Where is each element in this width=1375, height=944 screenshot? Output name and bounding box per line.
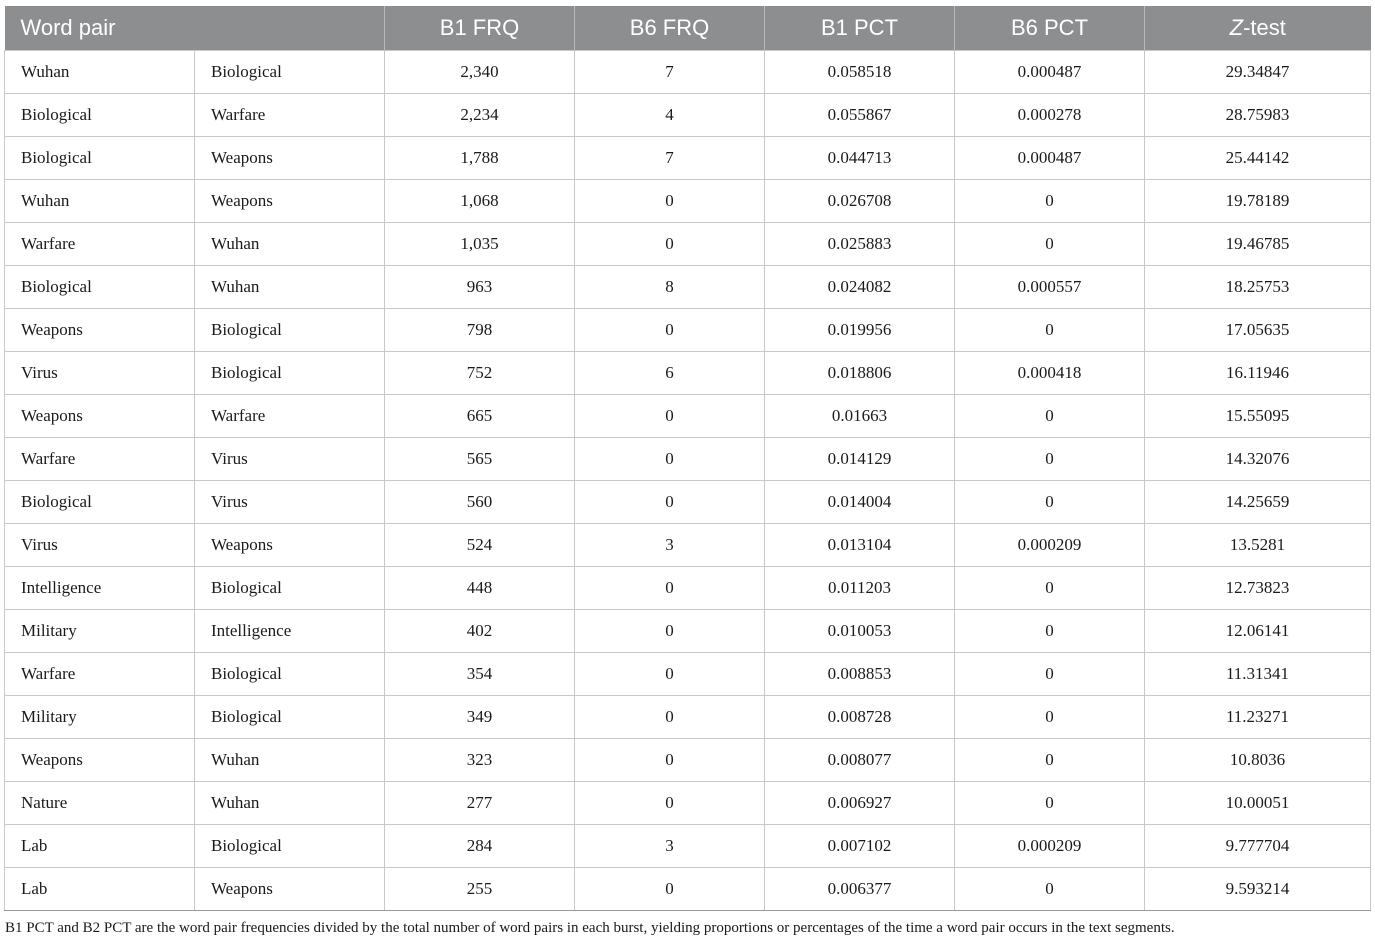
cell-word-1: Warfare [5, 437, 195, 480]
cell-b6-frq: 0 [575, 652, 765, 695]
cell-z-test: 9.777704 [1145, 824, 1371, 867]
cell-word-2: Wuhan [195, 738, 385, 781]
cell-b6-frq: 0 [575, 738, 765, 781]
cell-b6-pct: 0 [955, 308, 1145, 351]
cell-b6-pct: 0.000209 [955, 523, 1145, 566]
cell-b1-pct: 0.006927 [765, 781, 955, 824]
cell-b1-pct: 0.011203 [765, 566, 955, 609]
header-b1-pct: B1 PCT [765, 6, 955, 50]
cell-word-2: Weapons [195, 867, 385, 910]
cell-b1-frq: 1,068 [385, 179, 575, 222]
table-header [5, 6, 1371, 50]
cell-word-1: Weapons [5, 394, 195, 437]
cell-word-2: Wuhan [195, 265, 385, 308]
cell-b1-pct: 0.010053 [765, 609, 955, 652]
cell-b1-frq: 354 [385, 652, 575, 695]
cell-word-2: Biological [195, 566, 385, 609]
cell-b6-frq: 0 [575, 695, 765, 738]
cell-word-1: Weapons [5, 308, 195, 351]
cell-b6-frq: 0 [575, 566, 765, 609]
cell-z-test: 19.46785 [1145, 222, 1371, 265]
cell-word-2: Biological [195, 351, 385, 394]
table-row [5, 394, 1371, 437]
cell-b1-frq: 402 [385, 609, 575, 652]
cell-word-1: Virus [5, 351, 195, 394]
cell-b6-frq: 0 [575, 308, 765, 351]
cell-word-2: Weapons [195, 136, 385, 179]
cell-b6-pct: 0 [955, 609, 1145, 652]
cell-b1-pct: 0.008853 [765, 652, 955, 695]
cell-b1-frq: 448 [385, 566, 575, 609]
table-row [5, 179, 1371, 222]
table-row [5, 480, 1371, 523]
cell-b6-frq: 7 [575, 50, 765, 93]
cell-word-1: Biological [5, 265, 195, 308]
cell-z-test: 9.593214 [1145, 867, 1371, 910]
cell-word-2: Wuhan [195, 222, 385, 265]
cell-b1-frq: 798 [385, 308, 575, 351]
cell-word-1: Lab [5, 867, 195, 910]
cell-b6-frq: 0 [575, 781, 765, 824]
cell-z-test: 10.00051 [1145, 781, 1371, 824]
cell-b1-frq: 665 [385, 394, 575, 437]
cell-b6-pct: 0 [955, 695, 1145, 738]
table-row [5, 351, 1371, 394]
header-word-pair: Word pair [20, 14, 116, 40]
data-table-container [4, 6, 1370, 911]
cell-word-2: Intelligence [195, 609, 385, 652]
cell-z-test: 16.11946 [1145, 351, 1371, 394]
cell-b6-frq: 0 [575, 480, 765, 523]
cell-b1-pct: 0.006377 [765, 867, 955, 910]
cell-z-test: 12.73823 [1145, 566, 1371, 609]
cell-word-2: Biological [195, 308, 385, 351]
cell-b1-pct: 0.026708 [765, 179, 955, 222]
cell-word-1: Lab [5, 824, 195, 867]
table-row [5, 781, 1371, 824]
cell-b1-pct: 0.008077 [765, 738, 955, 781]
cell-b6-pct: 0 [955, 222, 1145, 265]
table-row [5, 136, 1371, 179]
cell-word-1: Warfare [5, 222, 195, 265]
table-row [5, 867, 1371, 910]
cell-b1-frq: 255 [385, 867, 575, 910]
table-row [5, 566, 1371, 609]
cell-z-test: 19.78189 [1145, 179, 1371, 222]
cell-b1-frq: 349 [385, 695, 575, 738]
table-row [5, 695, 1371, 738]
cell-b6-pct: 0 [955, 394, 1145, 437]
cell-b1-frq: 284 [385, 824, 575, 867]
cell-b1-frq: 1,035 [385, 222, 575, 265]
cell-b1-pct: 0.013104 [765, 523, 955, 566]
cell-z-test: 11.23271 [1145, 695, 1371, 738]
cell-word-2: Weapons [195, 523, 385, 566]
cell-word-1: Biological [5, 480, 195, 523]
cell-word-2: Warfare [195, 93, 385, 136]
cell-b6-pct: 0.000278 [955, 93, 1145, 136]
cell-z-test: 18.25753 [1145, 265, 1371, 308]
cell-b6-pct: 0.000418 [955, 351, 1145, 394]
cell-b6-frq: 0 [575, 179, 765, 222]
header-b6-pct: B6 PCT [955, 6, 1145, 50]
cell-b1-pct: 0.014129 [765, 437, 955, 480]
cell-word-2: Biological [195, 652, 385, 695]
cell-z-test: 14.25659 [1145, 480, 1371, 523]
cell-z-test: 11.31341 [1145, 652, 1371, 695]
cell-b6-pct: 0 [955, 867, 1145, 910]
cell-z-test: 29.34847 [1145, 50, 1371, 93]
cell-b1-pct: 0.058518 [765, 50, 955, 93]
cell-b6-pct: 0.000487 [955, 136, 1145, 179]
cell-b6-frq: 0 [575, 437, 765, 480]
cell-b1-pct: 0.01663 [765, 394, 955, 437]
cell-b6-pct: 0.000557 [955, 265, 1145, 308]
table-row [5, 265, 1371, 308]
cell-z-test: 25.44142 [1145, 136, 1371, 179]
header-row [5, 6, 1371, 50]
cell-b1-frq: 2,340 [385, 50, 575, 93]
cell-b6-pct: 0 [955, 738, 1145, 781]
cell-word-2: Virus [195, 437, 385, 480]
cell-word-2: Virus [195, 480, 385, 523]
cell-b1-frq: 2,234 [385, 93, 575, 136]
cell-b6-pct: 0 [955, 179, 1145, 222]
cell-b1-pct: 0.008728 [765, 695, 955, 738]
cell-b6-frq: 8 [575, 265, 765, 308]
header-b6-frq: B6 FRQ [575, 6, 765, 50]
cell-b6-frq: 3 [575, 523, 765, 566]
cell-b6-frq: 7 [575, 136, 765, 179]
cell-b1-frq: 560 [385, 480, 575, 523]
cell-b1-frq: 277 [385, 781, 575, 824]
table-row [5, 523, 1371, 566]
word-pair-table [4, 6, 1371, 911]
cell-b1-frq: 963 [385, 265, 575, 308]
cell-b1-pct: 0.024082 [765, 265, 955, 308]
table-row [5, 308, 1371, 351]
cell-word-2: Weapons [195, 179, 385, 222]
cell-word-1: Warfare [5, 652, 195, 695]
table-row [5, 824, 1371, 867]
table-row [5, 222, 1371, 265]
table-row [5, 437, 1371, 480]
table-row [5, 93, 1371, 136]
cell-b1-frq: 1,788 [385, 136, 575, 179]
cell-z-test: 15.55095 [1145, 394, 1371, 437]
table-footnote: B1 PCT and B2 PCT are the word pair frequencies divided by the total number of word pairs in each burst, yielding proportions or percentages of the time a word pair occurs in the text segments. [5, 920, 1175, 936]
cell-b6-frq: 0 [575, 222, 765, 265]
cell-b1-pct: 0.055867 [765, 93, 955, 136]
cell-b6-pct: 0 [955, 480, 1145, 523]
table-row [5, 50, 1371, 93]
cell-b6-frq: 3 [575, 824, 765, 867]
cell-b1-frq: 752 [385, 351, 575, 394]
header-z-test [1145, 6, 1371, 50]
header-b1-frq: B1 FRQ [385, 6, 575, 50]
cell-word-1: Biological [5, 136, 195, 179]
cell-z-test: 12.06141 [1145, 609, 1371, 652]
cell-b1-pct: 0.007102 [765, 824, 955, 867]
cell-word-2: Warfare [195, 394, 385, 437]
cell-b6-pct: 0.000209 [955, 824, 1145, 867]
cell-b6-frq: 0 [575, 867, 765, 910]
cell-b1-pct: 0.018806 [765, 351, 955, 394]
cell-word-2: Biological [195, 824, 385, 867]
cell-b1-pct: 0.019956 [765, 308, 955, 351]
cell-b1-frq: 524 [385, 523, 575, 566]
cell-b1-frq: 565 [385, 437, 575, 480]
table-body [5, 50, 1371, 910]
cell-word-1: Biological [5, 93, 195, 136]
cell-b6-frq: 6 [575, 351, 765, 394]
cell-b1-pct: 0.044713 [765, 136, 955, 179]
cell-z-test: 14.32076 [1145, 437, 1371, 480]
cell-word-1: Wuhan [5, 179, 195, 222]
cell-word-1: Virus [5, 523, 195, 566]
cell-word-2: Wuhan [195, 781, 385, 824]
cell-word-2: Biological [195, 695, 385, 738]
cell-z-test: 17.05635 [1145, 308, 1371, 351]
cell-word-2: Biological [195, 50, 385, 93]
cell-word-1: Nature [5, 781, 195, 824]
header-z-letter: Z [1229, 14, 1244, 40]
header-z-suffix: -test [1243, 14, 1286, 40]
cell-word-1: Military [5, 609, 195, 652]
cell-word-1: Weapons [5, 738, 195, 781]
cell-z-test: 13.5281 [1145, 523, 1371, 566]
cell-b6-frq: 4 [575, 93, 765, 136]
table-row [5, 738, 1371, 781]
cell-b6-pct: 0.000487 [955, 50, 1145, 93]
cell-b6-frq: 0 [575, 394, 765, 437]
table-row [5, 609, 1371, 652]
cell-z-test: 28.75983 [1145, 93, 1371, 136]
cell-word-1: Intelligence [5, 566, 195, 609]
cell-word-1: Military [5, 695, 195, 738]
cell-b1-pct: 0.014004 [765, 480, 955, 523]
cell-z-test: 10.8036 [1145, 738, 1371, 781]
cell-word-1: Wuhan [5, 50, 195, 93]
cell-b1-frq: 323 [385, 738, 575, 781]
table-row [5, 652, 1371, 695]
cell-b6-pct: 0 [955, 652, 1145, 695]
cell-b6-pct: 0 [955, 437, 1145, 480]
cell-b6-frq: 0 [575, 609, 765, 652]
cell-b1-pct: 0.025883 [765, 222, 955, 265]
cell-b6-pct: 0 [955, 566, 1145, 609]
cell-b6-pct: 0 [955, 781, 1145, 824]
